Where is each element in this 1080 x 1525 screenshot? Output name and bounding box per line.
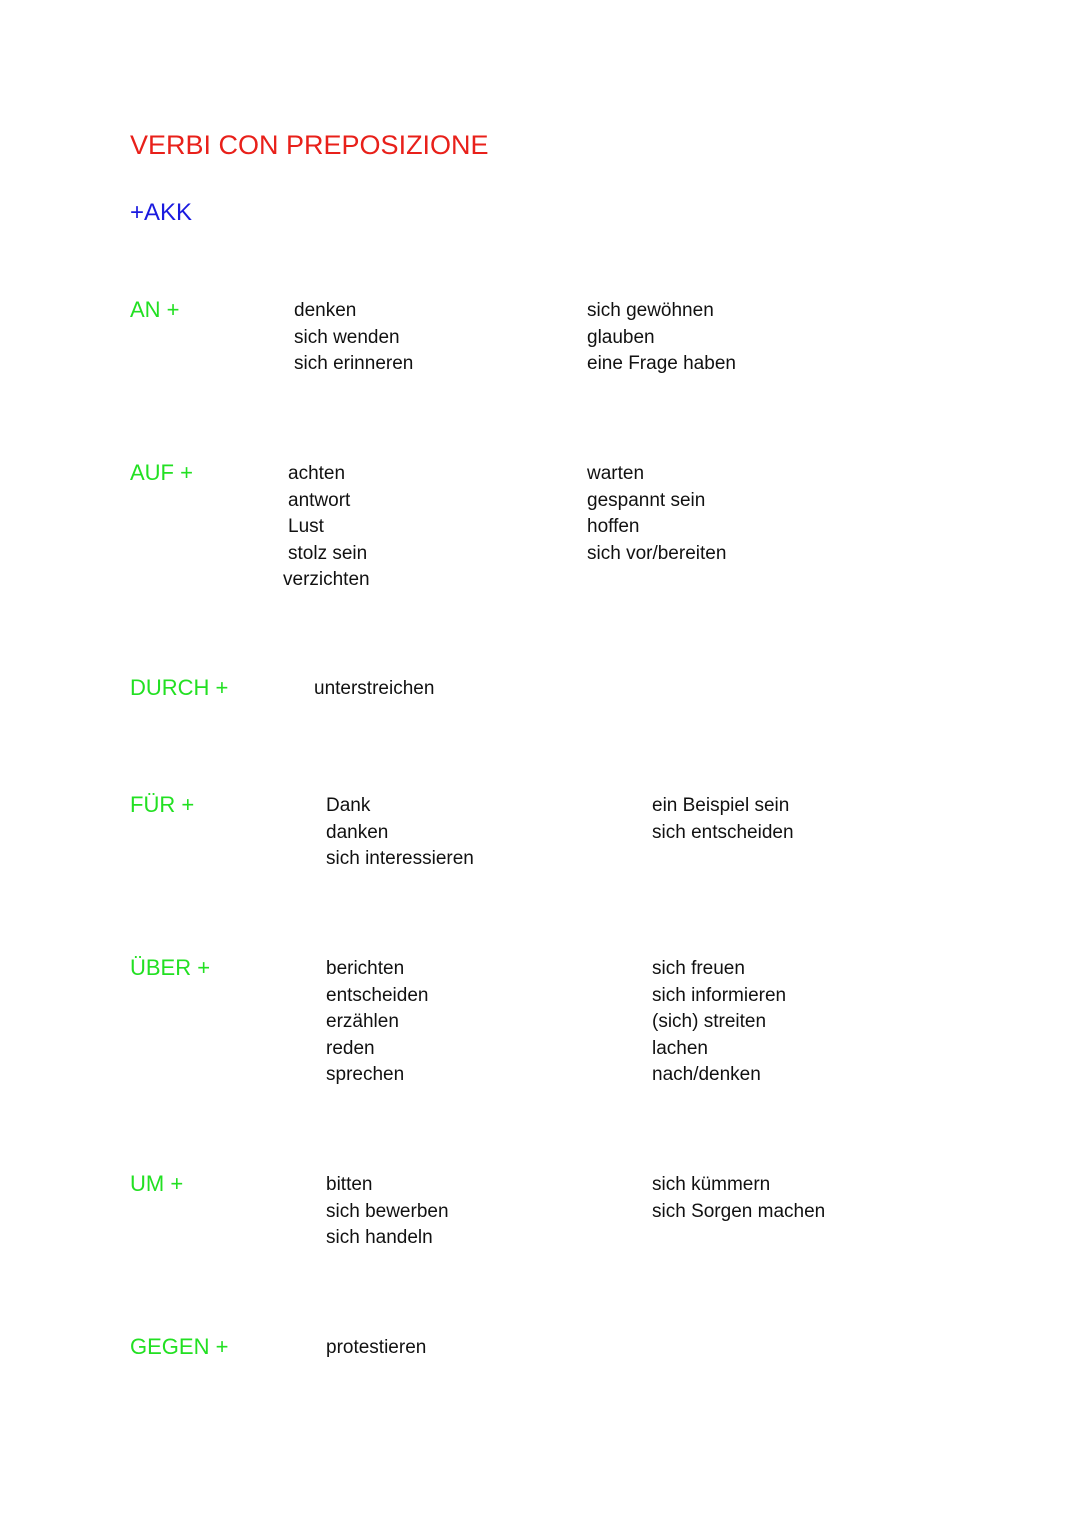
verb-list-auf-left — [283, 461, 370, 594]
verb-item: sich entscheiden — [652, 821, 794, 843]
verb-item: erzählen — [326, 1011, 399, 1032]
verb-item: sich bewerben — [326, 1200, 449, 1222]
verb-item: warten — [587, 463, 645, 484]
verb-item: sich handeln — [326, 1227, 433, 1248]
verb-item: antwort — [288, 489, 351, 511]
page-title: VERBI CON PREPOSIZIONE — [130, 130, 489, 160]
verb-item: sich wenden — [294, 326, 400, 348]
verb-item: sich freuen — [652, 958, 745, 979]
verb-item: sich interessieren — [326, 848, 474, 869]
verb-list-ueber-left — [326, 956, 428, 1089]
preposition-gegen: GEGEN + — [130, 1334, 229, 1359]
preposition-fuer: FÜR + — [130, 792, 195, 817]
verb-item: ein Beispiel sein — [652, 795, 790, 816]
preposition-um: UM + — [130, 1171, 184, 1196]
verb-item: entscheiden — [326, 984, 429, 1006]
verb-list-auf-right — [587, 461, 726, 567]
preposition-ueber: ÜBER + — [130, 955, 211, 980]
verb-item: sich erinneren — [294, 353, 414, 374]
verb-list-ueber-right — [652, 956, 786, 1089]
verb-item: (sich) streiten — [652, 1011, 767, 1032]
preposition-auf: AUF + — [130, 460, 193, 485]
verb-item: eine Frage haben — [587, 353, 736, 374]
verb-item: sich kümmern — [652, 1174, 771, 1195]
verb-list-fuer-left — [326, 793, 474, 873]
verb-item: berichten — [326, 958, 405, 979]
verb-item: hoffen — [587, 516, 640, 537]
verb-item: denken — [294, 300, 357, 321]
verb-item: sich vor/bereiten — [587, 542, 727, 564]
verb-item: Lust — [288, 516, 324, 537]
verb-item: reden — [326, 1037, 375, 1059]
verb-item: danken — [326, 821, 389, 843]
verb-item: sich gewöhnen — [587, 300, 714, 321]
verb-list-um-right — [652, 1172, 825, 1225]
verb-list-fuer-right — [652, 793, 794, 846]
verb-item: protestieren — [326, 1337, 427, 1358]
verb-item: sich informieren — [652, 984, 787, 1006]
verb-list-gegen-left — [326, 1335, 426, 1362]
verb-item: lachen — [652, 1037, 708, 1059]
verb-item: unterstreichen — [314, 678, 435, 699]
verb-item: nach/denken — [652, 1064, 761, 1085]
verb-item: sich Sorgen machen — [652, 1200, 826, 1222]
verb-item: stolz sein — [288, 542, 368, 564]
preposition-an: AN + — [130, 297, 180, 322]
case-heading: +AKK — [130, 199, 193, 226]
verb-item: achten — [288, 463, 346, 484]
verb-item: Dank — [326, 795, 371, 816]
preposition-durch: DURCH + — [130, 675, 229, 700]
verb-item: glauben — [587, 326, 655, 348]
verb-item: gespannt sein — [587, 489, 706, 511]
verb-list-an-left — [294, 298, 413, 378]
verb-item: bitten — [326, 1174, 373, 1195]
verb-list-um-left — [326, 1172, 449, 1252]
verb-item: sprechen — [326, 1064, 405, 1085]
verb-list-an-right — [587, 298, 736, 378]
verb-list-durch-left — [314, 676, 434, 703]
verb-item: verzichten — [283, 569, 370, 590]
